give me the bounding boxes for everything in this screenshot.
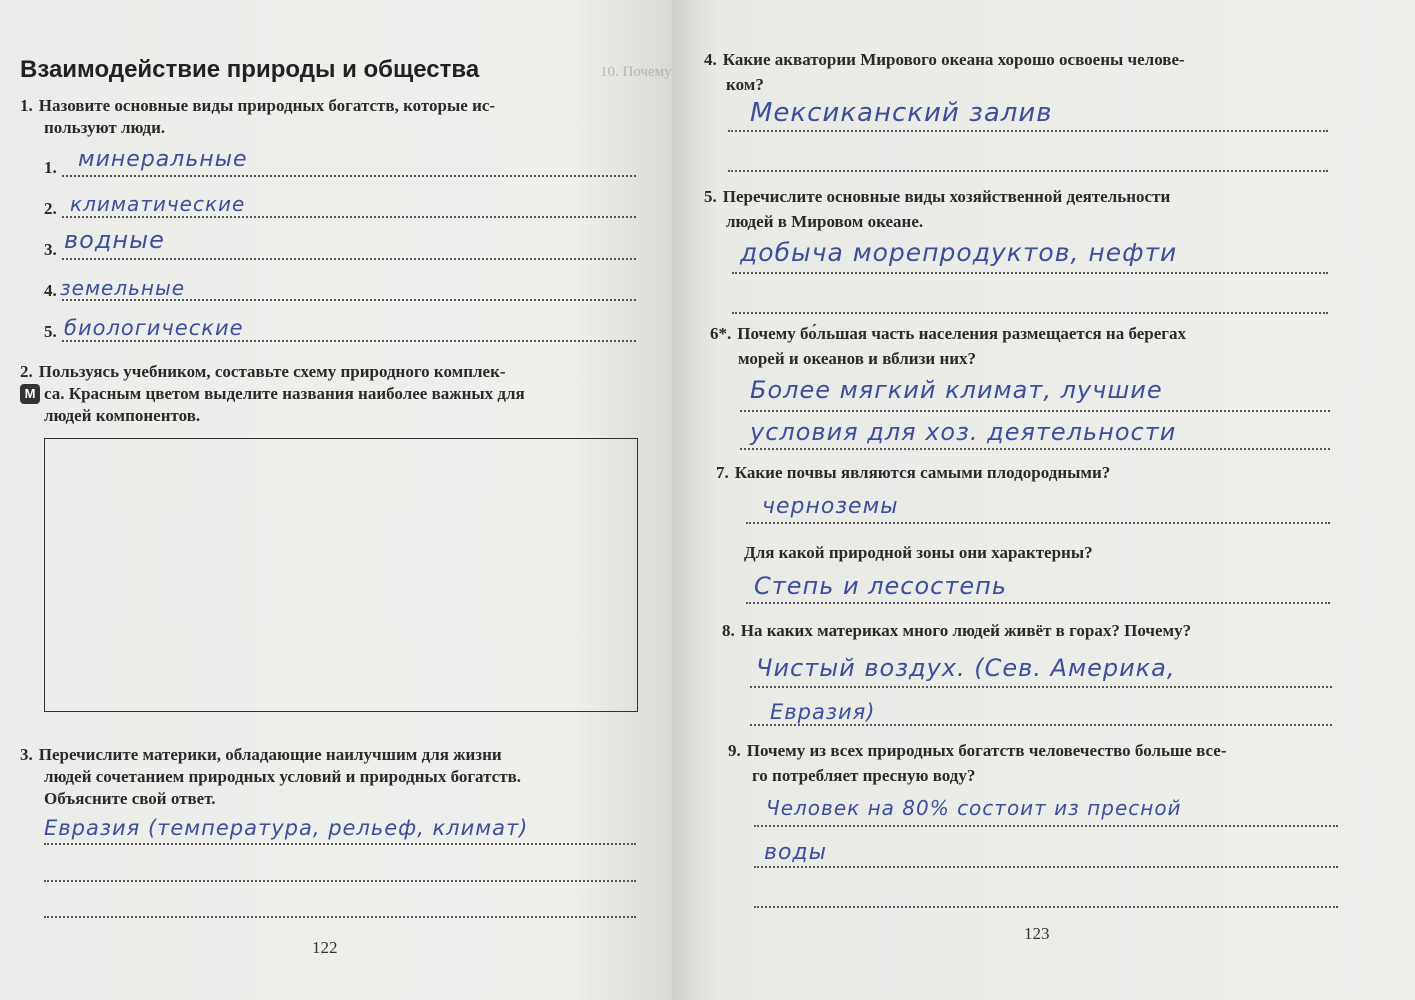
handwritten-answer-q6-line2: условия для хоз. деятельности: [750, 418, 1177, 446]
question-9-text-line2: го потребляет пресную воду?: [752, 766, 976, 785]
answer-line: [728, 130, 1328, 132]
question-2-text-line1: Пользуясь учебником, составьте схему природного комплек-: [38, 362, 506, 381]
question-7-subquestion: Для какой природной зоны они характерны?: [744, 543, 1093, 562]
answer-line: [754, 866, 1338, 868]
handwritten-answer-2: климатические: [70, 192, 246, 216]
answer-line: [62, 216, 636, 218]
question-9: [728, 740, 1415, 762]
handwritten-answer-q9-line1: Человек на 80% состоит из пресной: [766, 796, 1182, 820]
question-4-text-line1: Какие акватории Мирового океана хорошо освоены челове-: [722, 50, 1185, 69]
question-9-number: 9.: [728, 741, 741, 760]
answer-line: [62, 175, 636, 177]
scheme-drawing-area: [44, 438, 638, 712]
question-1: [20, 95, 650, 117]
question-5-text-line1: Перечислите основные виды хозяйственной деятельности: [722, 187, 1171, 206]
answer-line: [728, 170, 1328, 172]
question-5: [704, 186, 1394, 208]
handwritten-answer-q8-line1: Чистый воздух. (Сев. Америка,: [756, 654, 1176, 682]
handwritten-answer-q4: Мексиканский залив: [750, 98, 1053, 128]
question-8: [722, 620, 1412, 642]
question-6: [710, 323, 1400, 345]
left-page: [0, 0, 672, 1000]
question-7-text-line1: Какие почвы являются самыми плодородными?: [734, 463, 1111, 482]
answer-item-3-number: 3.: [44, 240, 57, 259]
question-2-text-line2: са. Красным цветом выделите названия наиболее важных для: [44, 384, 525, 403]
answer-line: [754, 825, 1338, 827]
answer-line: [740, 448, 1330, 450]
handwritten-answer-q7-line2: Степь и лесостепь: [754, 572, 1007, 600]
question-4: [704, 49, 1394, 71]
question-6-number: 6*.: [710, 324, 732, 343]
question-6-text-line1: Почему бо́льшая часть населения размещается на берегах: [737, 324, 1187, 343]
answer-line: [746, 602, 1330, 604]
question-8-number: 8.: [722, 621, 735, 640]
answer-line: [44, 843, 636, 845]
question-3: [20, 744, 650, 766]
handwritten-answer-4: земельные: [60, 276, 186, 300]
answer-line: [732, 272, 1328, 274]
answer-line: [754, 906, 1338, 908]
answer-line: [44, 880, 636, 882]
question-8-text-line1: На каких материках много людей живёт в горах? Почему?: [740, 621, 1192, 640]
question-1-text-line2: пользуют люди.: [44, 118, 166, 137]
handwritten-answer-3: водные: [64, 226, 165, 254]
question-5-text-line2: людей в Мировом океане.: [726, 212, 924, 231]
answer-item-2-number: 2.: [44, 199, 57, 218]
question-9-text-line1: Почему из всех природных богатств человечество больше все-: [746, 741, 1227, 760]
answer-item-4-number: 4.: [44, 281, 57, 300]
question-7-number: 7.: [716, 463, 729, 482]
answer-line: [732, 312, 1328, 314]
question-4-text-line2: ком?: [726, 75, 764, 94]
answer-line: [750, 686, 1332, 688]
answer-line: [750, 724, 1332, 726]
question-3-text-line1: Перечислите материки, обладающие наилучшим для жизни: [38, 745, 502, 764]
question-3-text-line3: Объясните свой ответ.: [44, 789, 216, 808]
handwritten-answer-q6-line1: Более мягкий климат, лучшие: [750, 376, 1163, 404]
question-2: [20, 361, 650, 383]
answer-line: [62, 258, 636, 260]
question-3-number: 3.: [20, 745, 33, 764]
question-6-text-line2: морей и океанов и вблизи них?: [738, 349, 977, 368]
bleed-through-text: 10. Почему: [600, 64, 672, 80]
handwritten-answer-1: минеральные: [78, 147, 248, 172]
handwritten-answer-q9-line2: воды: [764, 840, 828, 865]
question-7: [716, 462, 1406, 484]
question-3-text-line2: людей сочетанием природных условий и природных богатств.: [44, 767, 522, 786]
handwritten-answer-q5: добыча морепродуктов, нефти: [740, 238, 1178, 267]
page-number: 122: [312, 938, 338, 957]
answer-item-1-number: 1.: [44, 158, 57, 177]
question-4-number: 4.: [704, 50, 717, 69]
question-1-number: 1.: [20, 96, 33, 115]
answer-line: [740, 410, 1330, 412]
answer-line: [62, 340, 636, 342]
answer-line: [746, 522, 1330, 524]
answer-item-5-number: 5.: [44, 322, 57, 341]
right-page: [672, 0, 1415, 1000]
question-2-number: 2.: [20, 362, 33, 381]
handwritten-answer-q3: Евразия (температура, рельеф, климат): [44, 816, 529, 840]
answer-line: [44, 916, 636, 918]
handwritten-answer-q7-line1: черноземы: [762, 494, 899, 519]
question-5-number: 5.: [704, 187, 717, 206]
handwritten-answer-5: биологические: [64, 316, 244, 340]
page-title: Взаимодействие природы и общества: [20, 56, 480, 83]
question-2-text-line3: людей компонентов.: [44, 406, 201, 425]
page-number: 123: [1024, 924, 1050, 943]
handwritten-answer-q8-line2: Евразия): [770, 700, 876, 724]
question-1-text-line1: Назовите основные виды природных богатств, которые ис-: [38, 96, 496, 115]
media-badge-icon: М: [20, 384, 40, 404]
